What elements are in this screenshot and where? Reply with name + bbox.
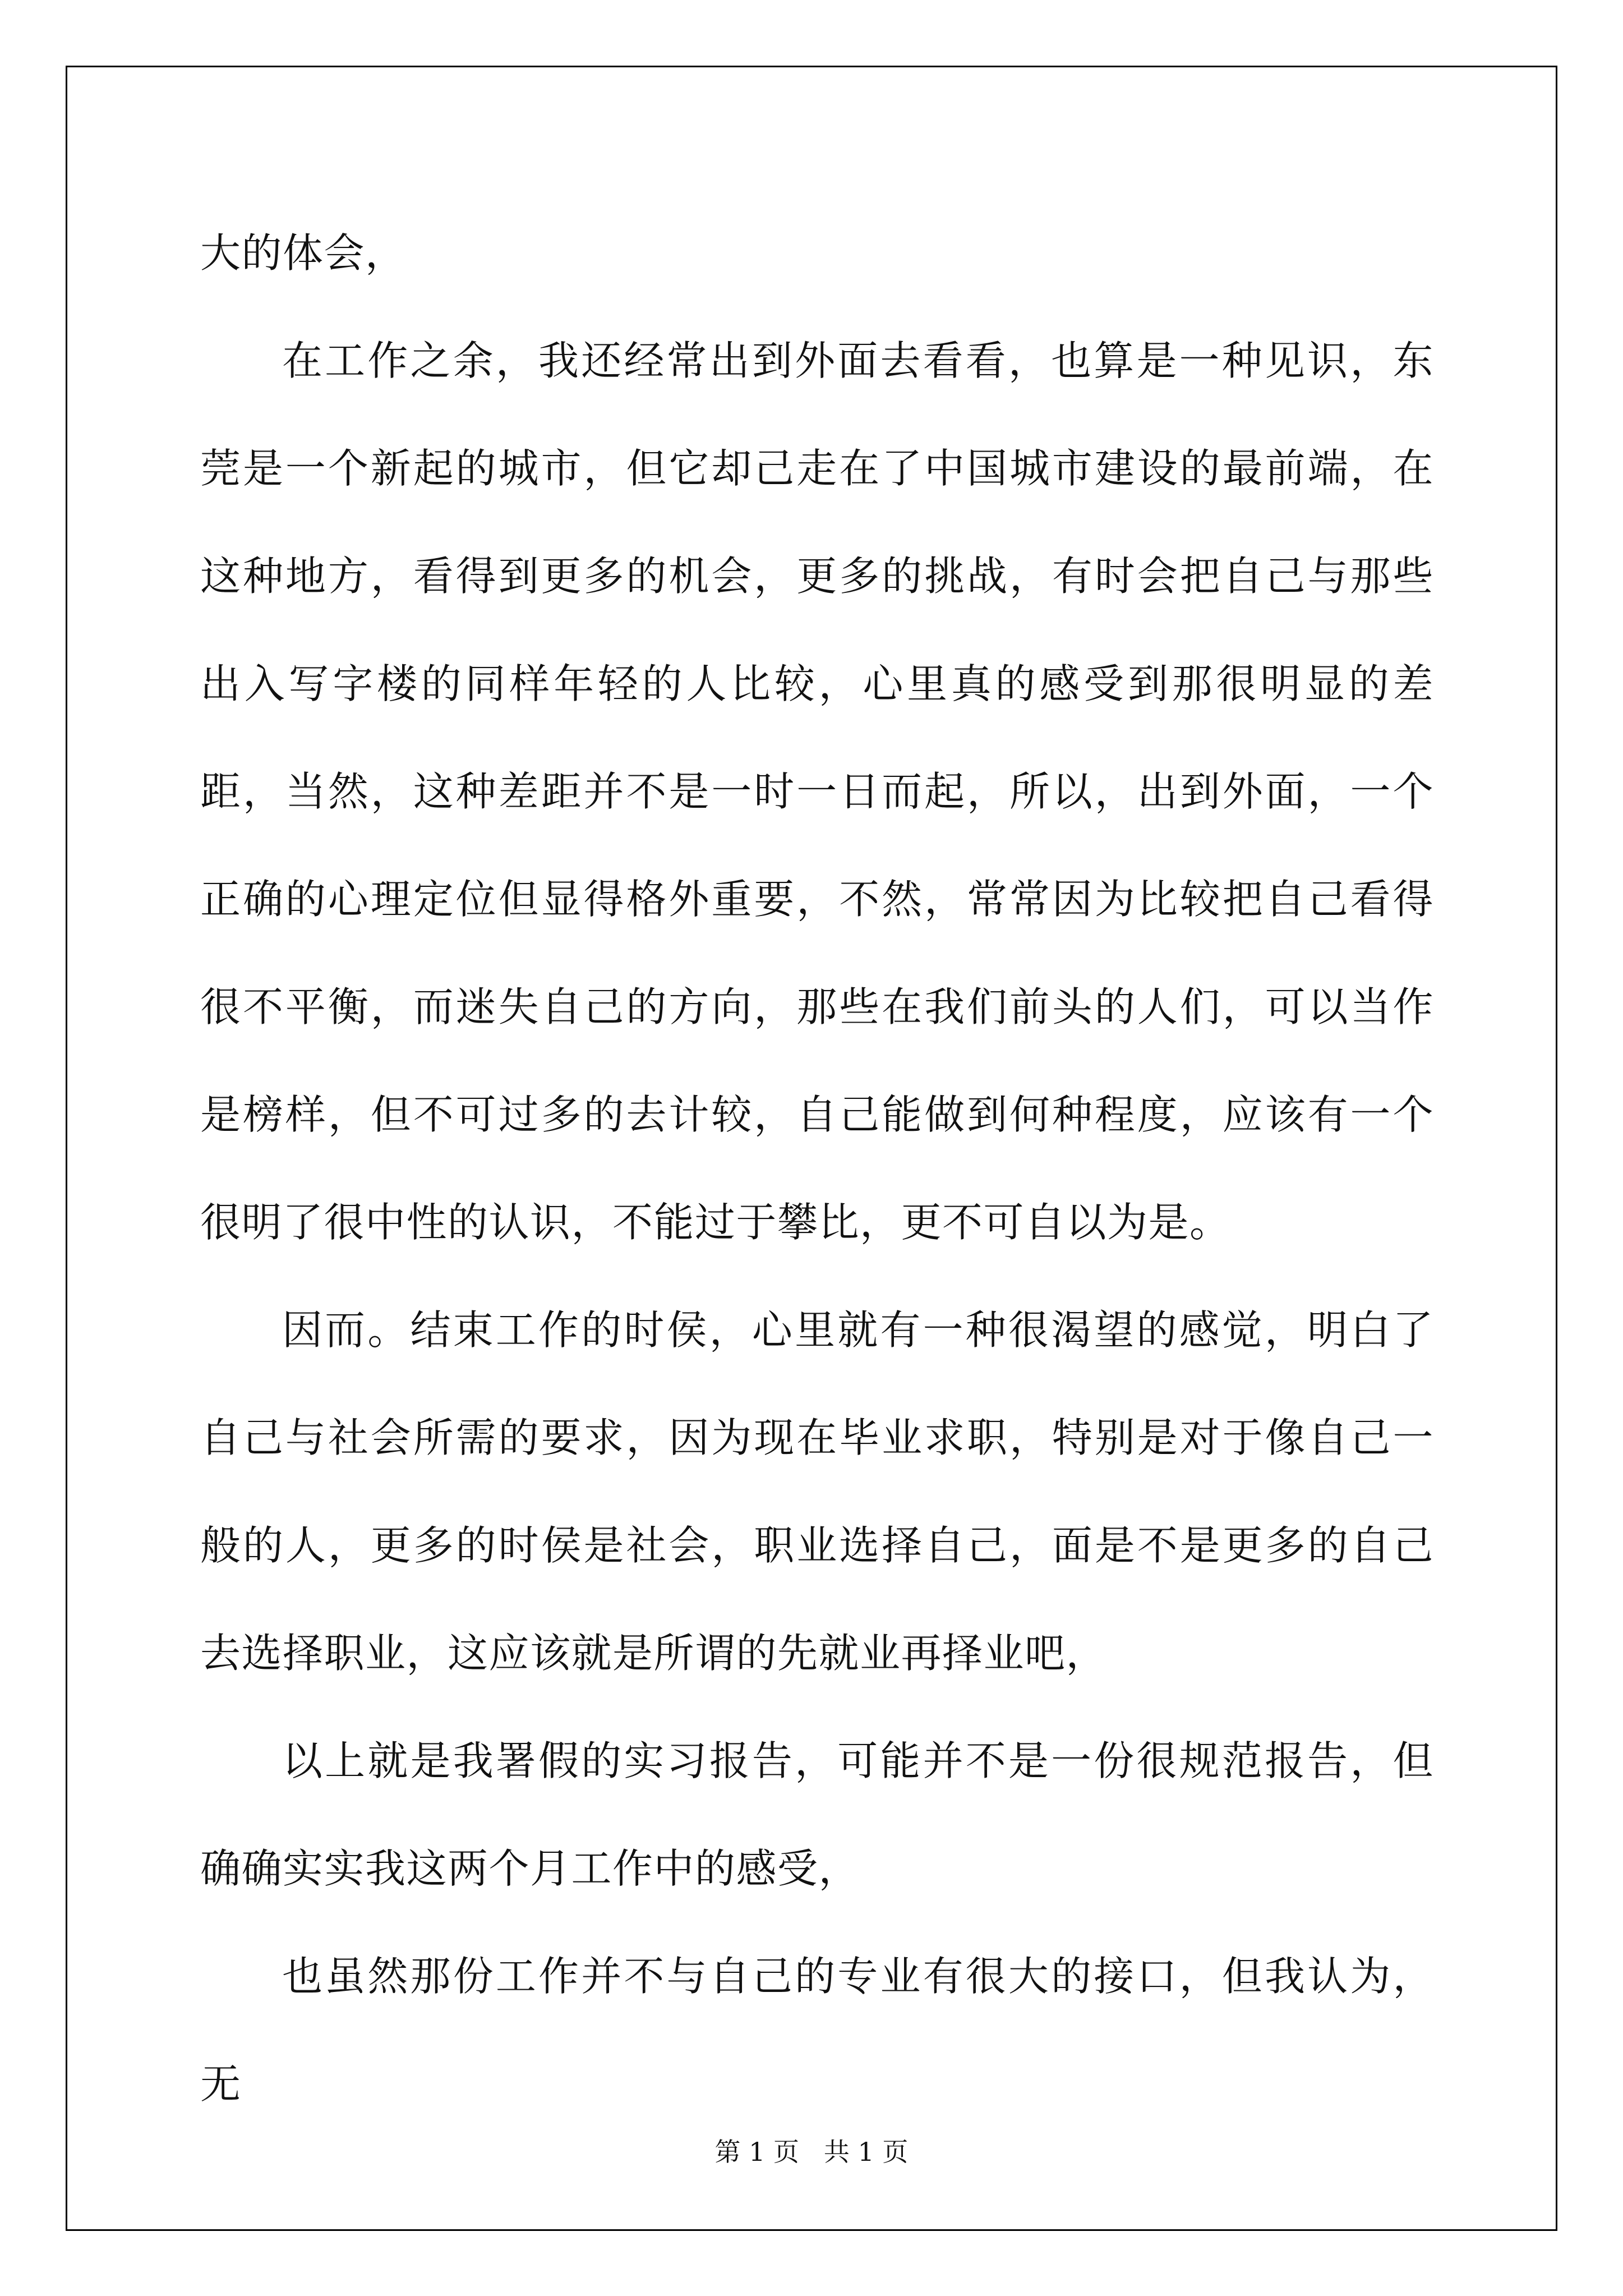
paragraph: 在工作之余，我还经常出到外面去看看，也算是一种见识，东莞是一个新起的城市，但它却己走在了中国城市建设的最前端，在这种地方，看得到更多的机会，更多的挑战，有时会把自己与那些出入写字楼的同样年轻的人比较，心里真的感受到那很明显的差距，当然，这种差距并不是一时一日而起，所以，出到外面，一个正确的心理定位但显得格外重要，不然，常常因为比较把自己看得很不平衡，而迷失自己的方向，那些在我们前头的人们，可以当作是榜样，但不可过多的去计较，自己能做到何种程度，应该有一个很明了很中性的认识，不能过于攀比，更不可自以为是。 [200,337,1434,1246]
paragraph: 因而。结束工作的时侯，心里就有一种很渴望的感觉，明白了自己与社会所需的要求，因为现在毕业求职，特别是对于像自己一般的人，更多的时侯是社会，职业选择自己，面是不是更多的自己去选择职业，这应该就是所谓的先就业再择业吧， [200,1306,1434,1677]
paragraph: 以上就是我署假的实习报告，可能并不是一份很规范报告，但确确实实我这两个月工作中的感受， [200,1737,1434,1892]
paragraph: 也虽然那份工作并不与自己的专业有很大的接口，但我认为，无 [200,1953,1434,2108]
page-number-footer: 第 1 页 共 1 页 [714,2137,909,2167]
paragraph: 大的体会， [200,229,407,277]
document-body [200,199,1434,2138]
